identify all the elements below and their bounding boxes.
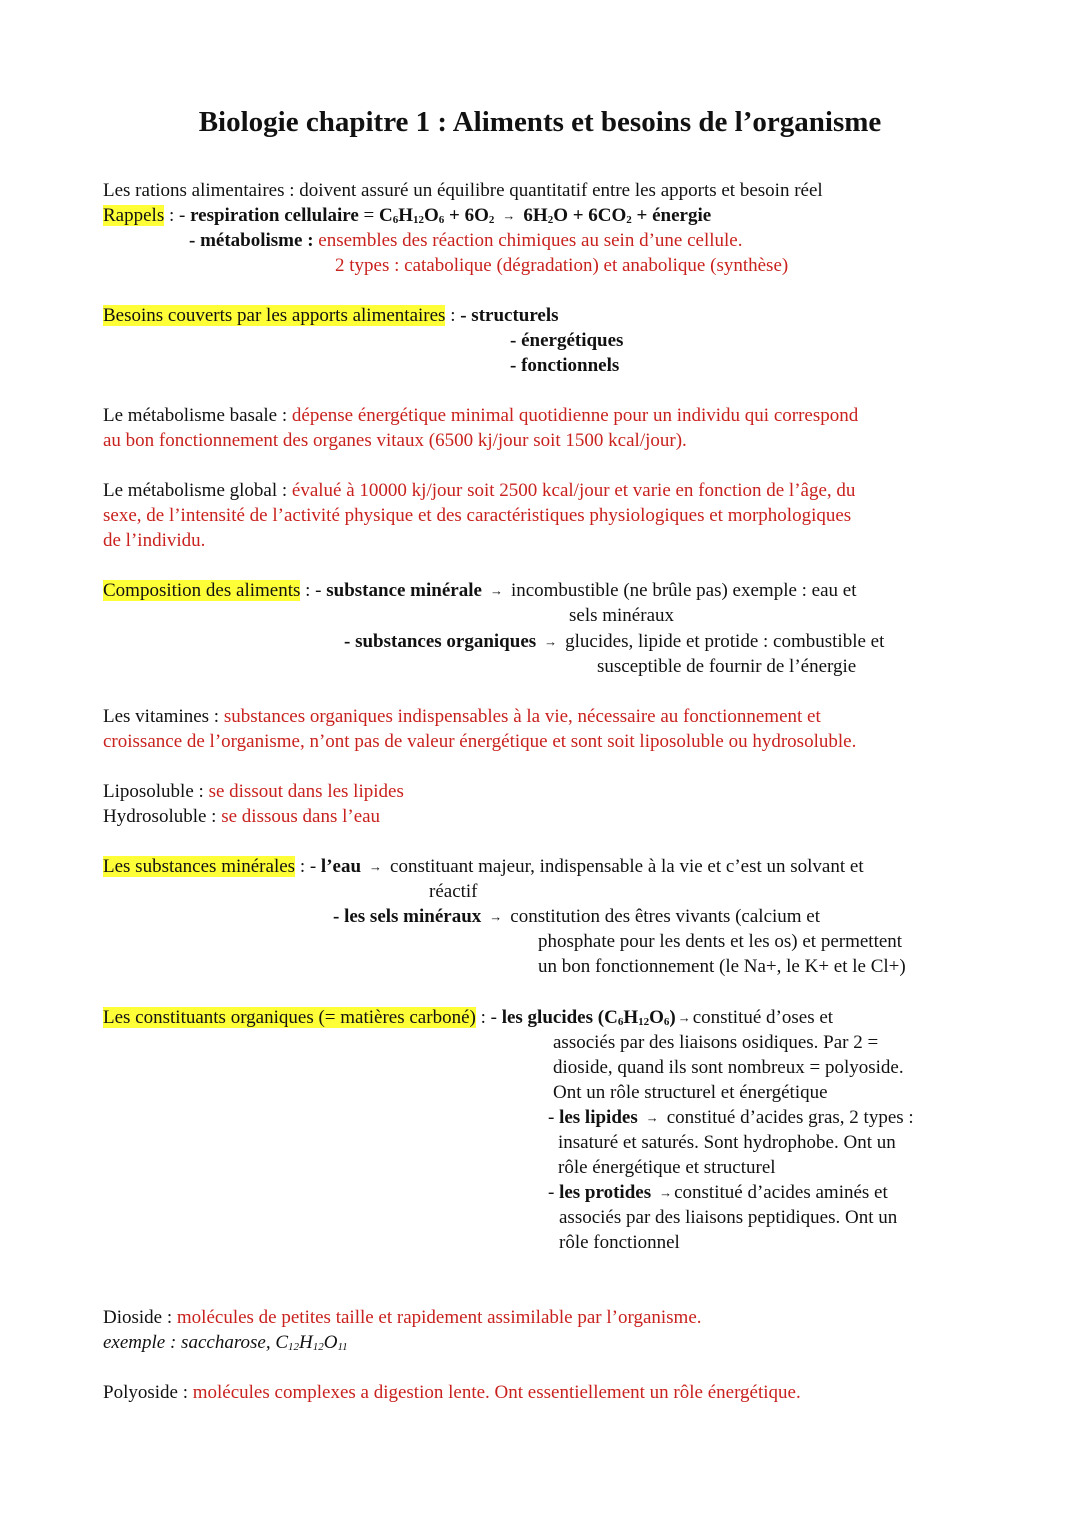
basal-definition: au bon fonctionnement des organes vitaux (6500 kj/jour soit 1500 kcal/jour). (103, 430, 687, 451)
polyoside-term: Polyoside : (103, 1382, 193, 1403)
protides-definition: rôle fonctionnel (559, 1232, 680, 1253)
basal-term: Le métabolisme basale : (103, 405, 292, 426)
minerales-line (103, 854, 864, 879)
arrow-icon: → (659, 1185, 673, 1200)
organic-line (344, 629, 884, 654)
dioside-definition: molécules de petites taille et rapidement assimilable par l’organisme. (176, 1307, 702, 1328)
lipides-line: - les lipides → constitué d’acides gras, 2 types : (548, 1107, 914, 1128)
dioside-example: exemple : saccharose, $C_{12}H_{12}O_{11}$ (103, 1332, 348, 1353)
hydrosoluble-line (103, 804, 380, 829)
separator: : - (164, 205, 191, 226)
rappels-line (103, 203, 711, 228)
lipides-definition: insaturé et saturés. Sont hydrophobe. Ont un (558, 1132, 896, 1153)
protides-term: les protides (559, 1182, 652, 1203)
organiques-highlight: Les constituants organiques (= matières carboné) (103, 1007, 476, 1028)
organic-term: - substances organiques (344, 631, 537, 652)
separator: : - (475, 1007, 502, 1028)
besoins-item: - structurels (460, 305, 559, 326)
dioside-term: Dioside : (103, 1307, 177, 1328)
metabolisme-types: 2 types : catabolique (dégradation) et anabolique (synthèse) (335, 255, 789, 276)
respiration-term: respiration cellulaire (190, 205, 359, 226)
sels-term: - les sels minéraux (333, 906, 482, 927)
polyoside-definition: molécules complexes a digestion lente. Ont essentiellement un rôle énergétique. (192, 1382, 801, 1403)
basal-line (103, 403, 858, 428)
basal-definition: dépense énergétique minimal quotidienne pour un individu qui correspond (291, 405, 859, 426)
rappels-highlight: Rappels (103, 205, 165, 226)
global-definition: sexe, de l’intensité de l’activité physique et des caractéristiques physiologiques et morphologiques (103, 505, 852, 526)
glucides-term: les glucides $(C_6H_{12}O_6)$ (501, 1007, 676, 1028)
arrow-icon: → (502, 208, 516, 223)
sels-definition: constitution des êtres vivants (calcium et (510, 906, 821, 927)
eau-term: l’eau (320, 856, 362, 877)
glucides-definition: dioside, quand ils sont nombreux = polyoside. (553, 1057, 904, 1078)
glucides-definition: constitué d’oses et (692, 1007, 834, 1028)
sels-definition: un bon fonctionnement (le Na+, le K+ et le Cl+) (538, 956, 906, 977)
liposoluble-line (103, 779, 404, 804)
hydrosoluble-term: Hydrosoluble : (103, 806, 222, 827)
global-definition: évalué à 10000 kj/jour soit 2500 kcal/jour et varie en fonction de l’âge, du (291, 480, 856, 501)
respiration-formula: $C_6H_{12}O_6 + 6O_2 \to 6H_2O + 6CO_2$ + énergie (379, 205, 712, 226)
mineral-definition: sels minéraux (569, 605, 675, 626)
separator: : (445, 305, 461, 326)
arrow-icon: → (544, 634, 558, 649)
arrow-icon: → (645, 1110, 659, 1125)
organic-definition: susceptible de fournir de l’énergie (597, 656, 857, 677)
lipides-definition: constitué d’acides gras, 2 types : (666, 1107, 914, 1128)
vitamines-term: Les vitamines : (103, 706, 224, 727)
composition-highlight: Composition des aliments (103, 580, 301, 601)
metabolisme-term: - métabolisme : (189, 230, 314, 251)
liposoluble-definition: se dissout dans les lipides (208, 781, 404, 802)
global-definition: de l’individu. (103, 530, 206, 551)
lipides-definition: rôle énergétique et structurel (558, 1157, 776, 1178)
dioside-line (103, 1305, 702, 1330)
global-term: Le métabolisme global : (103, 480, 292, 501)
metabolisme-definition: ensembles des réaction chimiques au sein d’une cellule. (313, 230, 743, 251)
page-title: Biologie chapitre 1 : Aliments et besoins de l’organisme (198, 106, 882, 138)
vitamines-definition: substances organiques indispensables à la vie, nécessaire au fonctionnement et (223, 706, 821, 727)
polyoside-line (103, 1380, 801, 1405)
mineral-definition: incombustible (ne brûle pas) exemple : eau et (510, 580, 857, 601)
glucides-definition: associés par des liaisons osidiques. Par 2 = (553, 1032, 879, 1053)
besoins-item: - énergétiques (510, 330, 624, 351)
equals: = (358, 205, 379, 226)
besoins-item: - fonctionnels (510, 355, 620, 376)
separator: : - (300, 580, 327, 601)
protides-line: - les protides → constitué d’acides aminés et (548, 1182, 888, 1203)
protides-definition: constitué d’acides aminés et (674, 1182, 888, 1203)
vitamines-line (103, 704, 821, 729)
besoins-line (103, 303, 559, 328)
sels-line (333, 904, 820, 929)
composition-line (103, 578, 857, 603)
lipides-term: les lipides (559, 1107, 638, 1128)
minerales-highlight: Les substances minérales (103, 856, 296, 877)
liposoluble-term: Liposoluble : (103, 781, 209, 802)
vitamines-definition: croissance de l’organisme, n’ont pas de valeur énergétique et sont soit liposoluble ou hydrosoluble. (103, 731, 857, 752)
organiques-line (103, 1005, 833, 1030)
eau-definition: réactif (429, 881, 478, 902)
arrow-icon: → (677, 1010, 691, 1025)
sels-definition: phosphate pour les dents et les os) et permettent (538, 931, 903, 952)
separator: : - (295, 856, 321, 877)
besoins-highlight: Besoins couverts par les apports alimentaires (103, 305, 446, 326)
protides-definition: associés par des liaisons peptidiques. Ont un (559, 1207, 898, 1228)
global-line (103, 478, 855, 503)
rations-line: Les rations alimentaires : doivent assuré un équilibre quantitatif entre les apports et besoin réel (103, 180, 823, 201)
arrow-icon: → (489, 583, 503, 598)
mineral-term: substance minérale (326, 580, 482, 601)
metabolisme-line (189, 228, 742, 253)
hydrosoluble-definition: se dissous dans l’eau (221, 806, 381, 827)
arrow-icon: → (369, 859, 383, 874)
arrow-icon: → (489, 909, 503, 924)
glucides-definition: Ont un rôle structurel et énergétique (553, 1082, 828, 1103)
eau-definition: constituant majeur, indispensable à la vie et c’est un solvant et (390, 856, 864, 877)
organic-definition: glucides, lipide et protide : combustible et (565, 631, 885, 652)
